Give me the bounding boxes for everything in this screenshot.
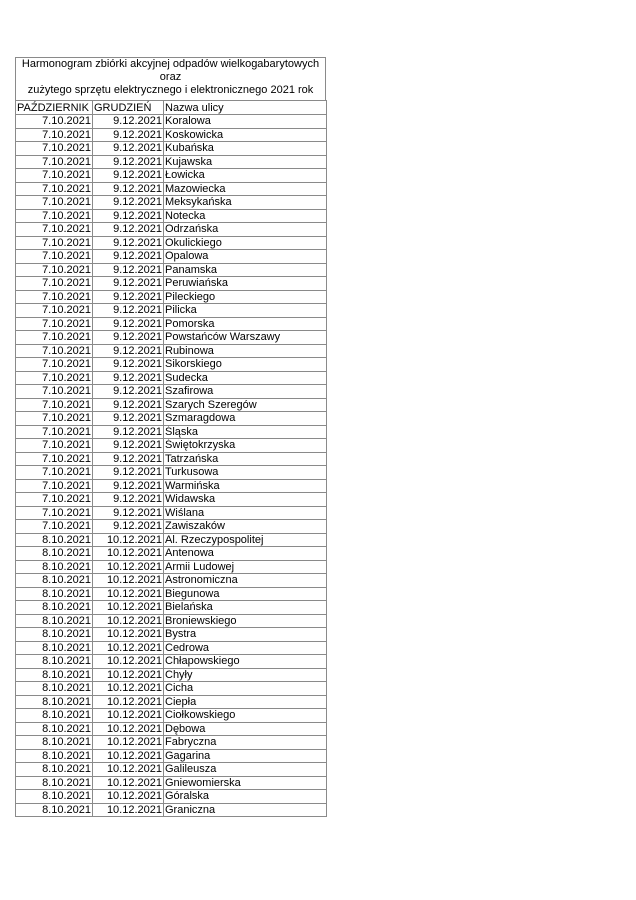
october-date-cell: 7.10.2021	[16, 371, 93, 385]
october-date-cell: 7.10.2021	[16, 385, 93, 399]
december-date-cell: 9.12.2021	[93, 223, 164, 237]
december-date-cell: 9.12.2021	[93, 182, 164, 196]
october-date-cell: 8.10.2021	[16, 776, 93, 790]
december-date-cell: 9.12.2021	[93, 412, 164, 426]
october-date-cell: 7.10.2021	[16, 304, 93, 318]
december-date-cell: 10.12.2021	[93, 574, 164, 588]
october-date-cell: 7.10.2021	[16, 466, 93, 480]
october-date-cell: 7.10.2021	[16, 425, 93, 439]
street-name-cell: Galileusza	[164, 763, 327, 777]
table-row	[16, 736, 327, 750]
table-row	[16, 709, 327, 723]
table-row	[16, 398, 327, 412]
table-row	[16, 533, 327, 547]
street-name-cell: Szmaragdowa	[164, 412, 327, 426]
street-name-cell: Szarych Szeregów	[164, 398, 327, 412]
october-date-cell: 7.10.2021	[16, 196, 93, 210]
street-name-cell: Ciepła	[164, 695, 327, 709]
december-date-cell: 10.12.2021	[93, 695, 164, 709]
december-date-cell: 10.12.2021	[93, 803, 164, 817]
december-date-cell: 9.12.2021	[93, 439, 164, 453]
table-row	[16, 763, 327, 777]
october-date-cell: 8.10.2021	[16, 749, 93, 763]
december-date-cell: 10.12.2021	[93, 533, 164, 547]
street-name-cell: Koralowa	[164, 115, 327, 129]
october-date-cell: 8.10.2021	[16, 722, 93, 736]
december-date-cell: 9.12.2021	[93, 155, 164, 169]
table-row	[16, 439, 327, 453]
october-date-cell: 8.10.2021	[16, 533, 93, 547]
street-name-cell: Sudecka	[164, 371, 327, 385]
table-row	[16, 169, 327, 183]
october-date-cell: 8.10.2021	[16, 587, 93, 601]
table-row	[16, 209, 327, 223]
october-date-cell: 7.10.2021	[16, 331, 93, 345]
october-date-cell: 7.10.2021	[16, 452, 93, 466]
street-name-cell: Gagarina	[164, 749, 327, 763]
table-row	[16, 142, 327, 156]
table-row	[16, 128, 327, 142]
street-name-cell: Bielańska	[164, 601, 327, 615]
october-date-cell: 7.10.2021	[16, 223, 93, 237]
table-row	[16, 668, 327, 682]
december-date-cell: 9.12.2021	[93, 142, 164, 156]
street-name-cell: Ciołkowskiego	[164, 709, 327, 723]
october-date-cell: 7.10.2021	[16, 520, 93, 534]
table-row	[16, 236, 327, 250]
december-date-cell: 10.12.2021	[93, 587, 164, 601]
december-date-cell: 9.12.2021	[93, 385, 164, 399]
street-name-cell: Al. Rzeczypospolitej	[164, 533, 327, 547]
street-name-cell: Wiślana	[164, 506, 327, 520]
december-date-cell: 9.12.2021	[93, 398, 164, 412]
october-date-cell: 8.10.2021	[16, 614, 93, 628]
december-date-cell: 9.12.2021	[93, 115, 164, 129]
street-name-cell: Peruwiańska	[164, 277, 327, 291]
table-row	[16, 425, 327, 439]
october-date-cell: 8.10.2021	[16, 601, 93, 615]
october-date-cell: 7.10.2021	[16, 115, 93, 129]
october-date-cell: 8.10.2021	[16, 560, 93, 574]
december-date-cell: 10.12.2021	[93, 641, 164, 655]
december-date-cell: 9.12.2021	[93, 425, 164, 439]
street-name-cell: Panamska	[164, 263, 327, 277]
street-name-cell: Powstańców Warszawy	[164, 331, 327, 345]
header-street-name: Nazwa ulicy	[164, 101, 327, 115]
december-date-cell: 10.12.2021	[93, 722, 164, 736]
street-name-cell: Chyły	[164, 668, 327, 682]
table-row	[16, 628, 327, 642]
table-row	[16, 358, 327, 372]
december-date-cell: 9.12.2021	[93, 263, 164, 277]
street-name-cell: Biegunowa	[164, 587, 327, 601]
table-row	[16, 371, 327, 385]
october-date-cell: 7.10.2021	[16, 236, 93, 250]
october-date-cell: 7.10.2021	[16, 169, 93, 183]
october-date-cell: 7.10.2021	[16, 344, 93, 358]
october-date-cell: 8.10.2021	[16, 763, 93, 777]
street-name-cell: Cicha	[164, 682, 327, 696]
december-date-cell: 9.12.2021	[93, 479, 164, 493]
table-row	[16, 155, 327, 169]
table-row	[16, 250, 327, 264]
october-date-cell: 7.10.2021	[16, 263, 93, 277]
october-date-cell: 7.10.2021	[16, 290, 93, 304]
december-date-cell: 10.12.2021	[93, 736, 164, 750]
street-name-cell: Gniewomierska	[164, 776, 327, 790]
october-date-cell: 7.10.2021	[16, 493, 93, 507]
october-date-cell: 8.10.2021	[16, 628, 93, 642]
street-name-cell: Astronomiczna	[164, 574, 327, 588]
street-name-cell: Szafirowa	[164, 385, 327, 399]
december-date-cell: 9.12.2021	[93, 344, 164, 358]
street-name-cell: Pileckiego	[164, 290, 327, 304]
december-date-cell: 9.12.2021	[93, 290, 164, 304]
street-name-cell: Antenowa	[164, 547, 327, 561]
street-name-cell: Odrzańska	[164, 223, 327, 237]
december-date-cell: 9.12.2021	[93, 317, 164, 331]
table-row	[16, 587, 327, 601]
october-date-cell: 7.10.2021	[16, 155, 93, 169]
street-name-cell: Śląska	[164, 425, 327, 439]
table-row	[16, 790, 327, 804]
table-row	[16, 385, 327, 399]
december-date-cell: 9.12.2021	[93, 209, 164, 223]
december-date-cell: 10.12.2021	[93, 601, 164, 615]
street-name-cell: Meksykańska	[164, 196, 327, 210]
schedule-sheet	[15, 57, 326, 817]
table-row	[16, 776, 327, 790]
table-row	[16, 182, 327, 196]
october-date-cell: 7.10.2021	[16, 317, 93, 331]
street-name-cell: Pomorska	[164, 317, 327, 331]
october-date-cell: 7.10.2021	[16, 182, 93, 196]
october-date-cell: 8.10.2021	[16, 668, 93, 682]
october-date-cell: 7.10.2021	[16, 128, 93, 142]
december-date-cell: 9.12.2021	[93, 520, 164, 534]
table-row	[16, 115, 327, 129]
street-name-cell: Mazowiecka	[164, 182, 327, 196]
street-name-cell: Kubańska	[164, 142, 327, 156]
december-date-cell: 10.12.2021	[93, 709, 164, 723]
table-row	[16, 466, 327, 480]
table-body	[16, 115, 327, 817]
october-date-cell: 8.10.2021	[16, 682, 93, 696]
december-date-cell: 10.12.2021	[93, 560, 164, 574]
december-date-cell: 10.12.2021	[93, 790, 164, 804]
table-row	[16, 493, 327, 507]
october-date-cell: 7.10.2021	[16, 398, 93, 412]
october-date-cell: 8.10.2021	[16, 695, 93, 709]
december-date-cell: 9.12.2021	[93, 169, 164, 183]
table-row	[16, 506, 327, 520]
december-date-cell: 10.12.2021	[93, 655, 164, 669]
header-row	[16, 101, 327, 115]
december-date-cell: 9.12.2021	[93, 466, 164, 480]
street-name-cell: Okulickiego	[164, 236, 327, 250]
table-row	[16, 803, 327, 817]
table-row	[16, 641, 327, 655]
december-date-cell: 9.12.2021	[93, 506, 164, 520]
table-row	[16, 749, 327, 763]
street-name-cell: Góralska	[164, 790, 327, 804]
street-name-cell: Opalowa	[164, 250, 327, 264]
table-row	[16, 317, 327, 331]
table-row	[16, 695, 327, 709]
street-name-cell: Turkusowa	[164, 466, 327, 480]
header-december: GRUDZIEŃ	[93, 101, 164, 115]
street-name-cell: Notecka	[164, 209, 327, 223]
street-name-cell: Bystra	[164, 628, 327, 642]
table-row	[16, 263, 327, 277]
october-date-cell: 7.10.2021	[16, 250, 93, 264]
table-row	[16, 547, 327, 561]
table-row	[16, 304, 327, 318]
december-date-cell: 10.12.2021	[93, 668, 164, 682]
december-date-cell: 9.12.2021	[93, 304, 164, 318]
title-line-2: zużytego sprzętu elektrycznego i elektronicznego 2021 rok	[27, 84, 314, 96]
table-row	[16, 614, 327, 628]
october-date-cell: 8.10.2021	[16, 574, 93, 588]
december-date-cell: 10.12.2021	[93, 682, 164, 696]
december-date-cell: 9.12.2021	[93, 277, 164, 291]
street-name-cell: Widawska	[164, 493, 327, 507]
december-date-cell: 9.12.2021	[93, 452, 164, 466]
street-name-cell: Rubinowa	[164, 344, 327, 358]
december-date-cell: 10.12.2021	[93, 763, 164, 777]
december-date-cell: 9.12.2021	[93, 358, 164, 372]
table-row	[16, 452, 327, 466]
december-date-cell: 10.12.2021	[93, 776, 164, 790]
december-date-cell: 9.12.2021	[93, 371, 164, 385]
table-row	[16, 277, 327, 291]
table-row	[16, 601, 327, 615]
october-date-cell: 7.10.2021	[16, 358, 93, 372]
street-name-cell: Sikorskiego	[164, 358, 327, 372]
october-date-cell: 8.10.2021	[16, 547, 93, 561]
october-date-cell: 8.10.2021	[16, 803, 93, 817]
table-row	[16, 331, 327, 345]
table-row	[16, 290, 327, 304]
december-date-cell: 10.12.2021	[93, 628, 164, 642]
street-name-cell: Koskowicka	[164, 128, 327, 142]
table-row	[16, 196, 327, 210]
october-date-cell: 7.10.2021	[16, 506, 93, 520]
table-row	[16, 520, 327, 534]
october-date-cell: 8.10.2021	[16, 655, 93, 669]
street-name-cell: Broniewskiego	[164, 614, 327, 628]
table-row	[16, 560, 327, 574]
december-date-cell: 9.12.2021	[93, 493, 164, 507]
street-name-cell: Graniczna	[164, 803, 327, 817]
october-date-cell: 7.10.2021	[16, 209, 93, 223]
title-line-1: Harmonogram zbiórki akcyjnej odpadów wielkogabarytowych oraz	[21, 58, 320, 83]
october-date-cell: 7.10.2021	[16, 277, 93, 291]
december-date-cell: 10.12.2021	[93, 614, 164, 628]
street-name-cell: Świętokrzyska	[164, 439, 327, 453]
street-name-cell: Chłapowskiego	[164, 655, 327, 669]
document-title	[15, 57, 326, 100]
street-name-cell: Fabryczna	[164, 736, 327, 750]
table-row	[16, 344, 327, 358]
header-october: PAŹDZIERNIK	[16, 101, 93, 115]
street-name-cell: Łowicka	[164, 169, 327, 183]
schedule-table	[15, 100, 327, 817]
table-row	[16, 223, 327, 237]
street-name-cell: Kujawska	[164, 155, 327, 169]
october-date-cell: 8.10.2021	[16, 736, 93, 750]
december-date-cell: 10.12.2021	[93, 547, 164, 561]
december-date-cell: 9.12.2021	[93, 250, 164, 264]
december-date-cell: 9.12.2021	[93, 331, 164, 345]
october-date-cell: 8.10.2021	[16, 709, 93, 723]
table-row	[16, 412, 327, 426]
december-date-cell: 9.12.2021	[93, 128, 164, 142]
october-date-cell: 7.10.2021	[16, 479, 93, 493]
table-row	[16, 682, 327, 696]
december-date-cell: 9.12.2021	[93, 236, 164, 250]
december-date-cell: 10.12.2021	[93, 749, 164, 763]
october-date-cell: 7.10.2021	[16, 412, 93, 426]
october-date-cell: 8.10.2021	[16, 641, 93, 655]
street-name-cell: Pilicka	[164, 304, 327, 318]
table-row	[16, 722, 327, 736]
october-date-cell: 7.10.2021	[16, 439, 93, 453]
table-row	[16, 655, 327, 669]
street-name-cell: Cedrowa	[164, 641, 327, 655]
street-name-cell: Dębowa	[164, 722, 327, 736]
october-date-cell: 8.10.2021	[16, 790, 93, 804]
street-name-cell: Armii Ludowej	[164, 560, 327, 574]
october-date-cell: 7.10.2021	[16, 142, 93, 156]
street-name-cell: Warmińska	[164, 479, 327, 493]
street-name-cell: Tatrzańska	[164, 452, 327, 466]
table-row	[16, 479, 327, 493]
table-row	[16, 574, 327, 588]
december-date-cell: 9.12.2021	[93, 196, 164, 210]
street-name-cell: Zawiszaków	[164, 520, 327, 534]
